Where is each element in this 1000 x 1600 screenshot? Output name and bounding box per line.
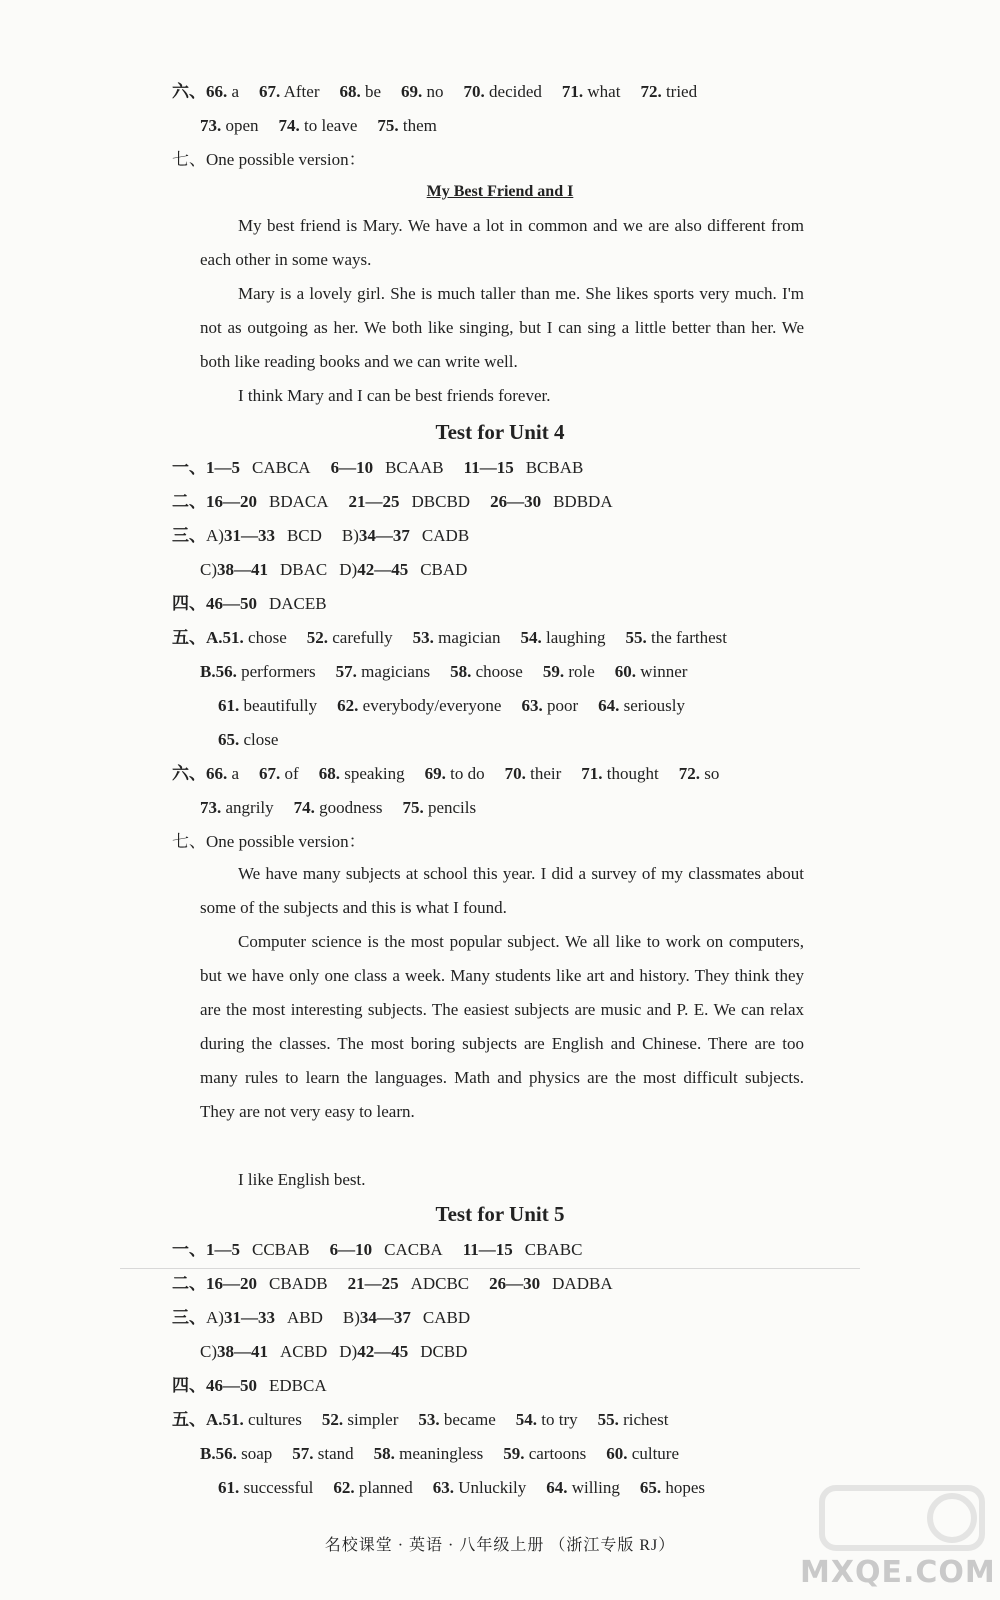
section-label: B. [200, 662, 216, 681]
part-label: D) [339, 1342, 358, 1361]
essay-paragraph: My best friend is Mary. We have a lot in common and we are also different from each other in some ways. [200, 216, 804, 269]
item-number: 62. [333, 1478, 355, 1497]
item-number: 55. [597, 1410, 619, 1429]
item-number: 69. [401, 82, 423, 101]
unit5-sec5a [172, 1409, 668, 1431]
item-number: 67. [259, 82, 281, 101]
essay-paragraph: I like English best. [238, 1170, 366, 1189]
range-answer: CBADB [269, 1274, 328, 1293]
item-number: 53. [418, 1410, 440, 1429]
item-number: 68. [339, 82, 361, 101]
item-number: 56. [215, 1444, 237, 1463]
unit5-sec1 [172, 1239, 582, 1261]
unit5-sec3-cd [200, 1341, 467, 1363]
item-number: 61. [218, 696, 240, 715]
range-number: 16—20 [206, 1274, 257, 1293]
range-number: 16—20 [206, 492, 257, 511]
part-label: B) [341, 526, 359, 545]
item-answer: to do [450, 764, 485, 783]
item-answer: winner [640, 662, 688, 681]
item-answer: soap [241, 1444, 273, 1463]
range-answer: BCBAB [525, 458, 584, 477]
item-number: 67. [259, 764, 281, 783]
range-number: 42—45 [357, 1342, 409, 1361]
item-number: 69. [424, 764, 446, 783]
range-number: 6—10 [329, 1240, 373, 1259]
item-answer: culture [631, 1444, 679, 1463]
range-number: 26—30 [489, 1274, 541, 1293]
item-answer: richest [623, 1410, 669, 1429]
item-number: 61. [218, 1478, 240, 1497]
item-answer: no [426, 82, 444, 101]
item-answer: seriously [623, 696, 685, 715]
item-number: 73. [200, 116, 222, 135]
unit4-sec6-line2 [200, 797, 476, 819]
item-answer: of [284, 764, 299, 783]
range-answer: CCBAB [252, 1240, 310, 1259]
item-number: 74. [278, 116, 300, 135]
item-answer: what [587, 82, 621, 101]
item-number: 58. [450, 662, 472, 681]
item-number: 66. [206, 82, 228, 101]
range-number: 46—50 [206, 1376, 257, 1395]
item-number: 57. [335, 662, 357, 681]
item-answer: chose [248, 628, 287, 647]
item-answer: After [283, 82, 320, 101]
range-number: 42—45 [357, 560, 409, 579]
unit4-sec3 [172, 525, 469, 547]
item-answer: cultures [248, 1410, 302, 1429]
item-number: 52. [306, 628, 328, 647]
item-number: 72. [678, 764, 700, 783]
part-label: C) [200, 560, 217, 579]
range-number: 38—41 [217, 560, 268, 579]
range-answer: ACBD [280, 1342, 328, 1361]
item-number: 63. [521, 696, 543, 715]
part-label: C) [200, 1342, 217, 1361]
range-number: 11—15 [462, 1240, 513, 1259]
part-label: D) [339, 560, 358, 579]
section-label: 五、A. [172, 628, 223, 647]
section-label: 二、 [172, 492, 206, 511]
essay-paragraph: Mary is a lovely girl. She is much taller than me. She likes sports very much. I'm not as outgoing as her. We both like singing, but I can sing a little better than her. We both like reading books and we can write well. [200, 284, 804, 371]
item-answer: performers [241, 662, 316, 681]
item-number: 63. [432, 1478, 454, 1497]
item-number: 75. [402, 798, 424, 817]
item-number: 53. [412, 628, 434, 647]
item-answer: planned [358, 1478, 413, 1497]
range-answer: EDBCA [269, 1376, 327, 1395]
unit4-sec5b-line3 [218, 729, 278, 751]
range-answer: BDACA [269, 492, 329, 511]
unit4-sec5a [172, 627, 727, 649]
item-answer: poor [546, 696, 579, 715]
item-answer: role [568, 662, 595, 681]
unit5-sec5b [200, 1443, 679, 1465]
item-answer: the farthest [650, 628, 727, 647]
item-number: 71. [581, 764, 603, 783]
item-answer: hopes [665, 1478, 706, 1497]
item-answer: them [402, 116, 437, 135]
item-number: 51. [222, 1410, 244, 1429]
essay-paragraph: I think Mary and I can be best friends forever. [238, 386, 551, 405]
range-number: 21—25 [347, 1274, 399, 1293]
item-number: 65. [218, 730, 240, 749]
item-answer: willing [571, 1478, 620, 1497]
range-answer: CABCA [252, 458, 311, 477]
essay-paragraph: We have many subjects at school this year. I did a survey of my classmates about some of the subjects and this is what I found. [200, 864, 804, 917]
item-answer: speaking [344, 764, 405, 783]
unit5-sec2 [172, 1273, 613, 1295]
item-answer: be [364, 82, 382, 101]
section-label: 三、 [172, 1308, 206, 1327]
range-number: 6—10 [330, 458, 374, 477]
essay-label: 七、One possible version： [172, 832, 366, 851]
unit4-sec5b [200, 661, 687, 683]
unit4-sec1 [172, 457, 583, 479]
item-answer: successful [243, 1478, 314, 1497]
item-answer: magicians [361, 662, 431, 681]
unit4-sec6 [172, 763, 719, 785]
range-answer: CADB [421, 526, 470, 545]
item-number: 65. [639, 1478, 662, 1497]
range-answer: ABD [286, 1308, 323, 1327]
item-answer: pencils [427, 798, 477, 817]
range-number: 21—25 [348, 492, 400, 511]
unit5-sec4 [172, 1375, 327, 1397]
item-number: 74. [293, 798, 315, 817]
item-number: 58. [373, 1444, 395, 1463]
range-answer: CBABC [524, 1240, 583, 1259]
range-answer: BCAAB [385, 458, 444, 477]
item-number: 54. [520, 628, 542, 647]
item-number: 60. [606, 1444, 628, 1463]
range-answer: DBCBD [411, 492, 471, 511]
range-answer: CBAD [420, 560, 468, 579]
range-answer: BCD [286, 526, 322, 545]
item-answer: their [530, 764, 562, 783]
divider [120, 1268, 860, 1269]
range-number: 11—15 [463, 458, 514, 477]
item-answer: open [225, 116, 259, 135]
range-number: 34—37 [359, 1308, 411, 1327]
item-number: 51. [222, 628, 244, 647]
item-number: 60. [614, 662, 636, 681]
range-number: 31—33 [223, 1308, 275, 1327]
item-answer: thought [606, 764, 659, 783]
item-answer: angrily [225, 798, 274, 817]
item-answer: choose [475, 662, 523, 681]
item-answer: close [243, 730, 279, 749]
unit4-sec5b-line2 [218, 695, 685, 717]
item-number: 72. [640, 82, 662, 101]
section-label: 一、 [172, 1240, 206, 1259]
item-answer: a [231, 82, 240, 101]
section-label: 四、 [172, 594, 206, 613]
item-answer: goodness [319, 798, 383, 817]
section-label: 二、 [172, 1274, 206, 1293]
item-number: 56. [215, 662, 237, 681]
range-answer: CABD [422, 1308, 471, 1327]
unit4-sec2 [172, 491, 613, 513]
item-answer: to leave [304, 116, 358, 135]
item-answer: beautifully [243, 696, 318, 715]
item-number: 75. [377, 116, 399, 135]
item-number: 71. [561, 82, 584, 101]
sec6-line2 [200, 115, 437, 137]
range-number: 31—33 [223, 526, 275, 545]
item-answer: Unluckily [458, 1478, 527, 1497]
item-number: 70. [504, 764, 526, 783]
item-number: 68. [318, 764, 340, 783]
item-answer: so [704, 764, 720, 783]
item-answer: carefully [332, 628, 393, 647]
unit5-sec5b-line2 [218, 1477, 705, 1499]
item-answer: a [231, 764, 240, 783]
item-number: 70. [463, 82, 485, 101]
item-number: 52. [321, 1410, 344, 1429]
range-answer: BDBDA [553, 492, 613, 511]
range-number: 1—5 [206, 1240, 240, 1259]
unit4-sec4 [172, 593, 327, 615]
range-answer: DADBA [552, 1274, 613, 1293]
item-number: 55. [625, 628, 647, 647]
item-number: 64. [598, 696, 620, 715]
section-label: 一、 [172, 458, 206, 477]
range-answer: DBAC [280, 560, 328, 579]
range-answer: DCBD [420, 1342, 468, 1361]
part-label: B) [342, 1308, 360, 1327]
item-answer: to try [541, 1410, 578, 1429]
item-number: 66. [206, 764, 228, 783]
item-answer: magician [438, 628, 501, 647]
part-label: A) [206, 1308, 224, 1327]
section-label: 六、 [172, 764, 206, 783]
item-answer: became [443, 1410, 496, 1429]
unit4-title: Test for Unit 4 [435, 420, 565, 444]
range-number: 46—50 [206, 594, 257, 613]
unit5-title: Test for Unit 5 [435, 1202, 565, 1226]
item-answer: stand [317, 1444, 354, 1463]
item-answer: everybody/everyone [362, 696, 502, 715]
essay-paragraph: Computer science is the most popular subject. We all like to work on computers, but we have only one class a week. Many students like art and history. They think they are the most interesting subjects. The easiest subjects are music and P. E. We can relax during the classes. The most boring subjects are English and Chinese. There are too many rules to learn the languages. Math and physics are the most difficult subjects. They are not very easy to learn. [200, 932, 804, 1121]
page-footer: 名校课堂 · 英语 · 八年级上册 （浙江专版 RJ） [324, 1537, 676, 1554]
section-label: 三、 [172, 526, 206, 545]
range-number: 26—30 [490, 492, 542, 511]
range-number: 1—5 [206, 458, 240, 477]
item-answer: decided [489, 82, 542, 101]
essay-title: My Best Friend and I [426, 183, 574, 200]
section-label: 五、A. [172, 1410, 223, 1429]
item-answer: meaningless [399, 1444, 484, 1463]
item-number: 62. [337, 696, 359, 715]
section-label: B. [200, 1444, 216, 1463]
unit4-sec3-cd [200, 559, 467, 581]
item-number: 57. [292, 1444, 314, 1463]
item-number: 59. [503, 1444, 525, 1463]
range-number: 38—41 [217, 1342, 268, 1361]
range-number: 34—37 [358, 526, 410, 545]
item-number: 73. [200, 798, 222, 817]
item-number: 59. [542, 662, 565, 681]
range-answer: ADCBC [410, 1274, 470, 1293]
item-answer: laughing [545, 628, 606, 647]
item-answer: tried [665, 82, 698, 101]
watermark-text: MXQE.COM [800, 1555, 996, 1590]
section-label: 四、 [172, 1376, 206, 1395]
section-label: 六、 [172, 82, 206, 101]
range-answer: DACEB [269, 594, 327, 613]
part-label: A) [206, 526, 224, 545]
sec6-line1 [172, 81, 697, 103]
item-answer: cartoons [528, 1444, 587, 1463]
essay-label: 七、One possible version： [172, 150, 366, 169]
item-number: 54. [515, 1410, 538, 1429]
item-answer: simpler [347, 1410, 399, 1429]
item-number: 64. [546, 1478, 568, 1497]
range-answer: CACBA [384, 1240, 443, 1259]
unit5-sec3 [172, 1307, 470, 1329]
